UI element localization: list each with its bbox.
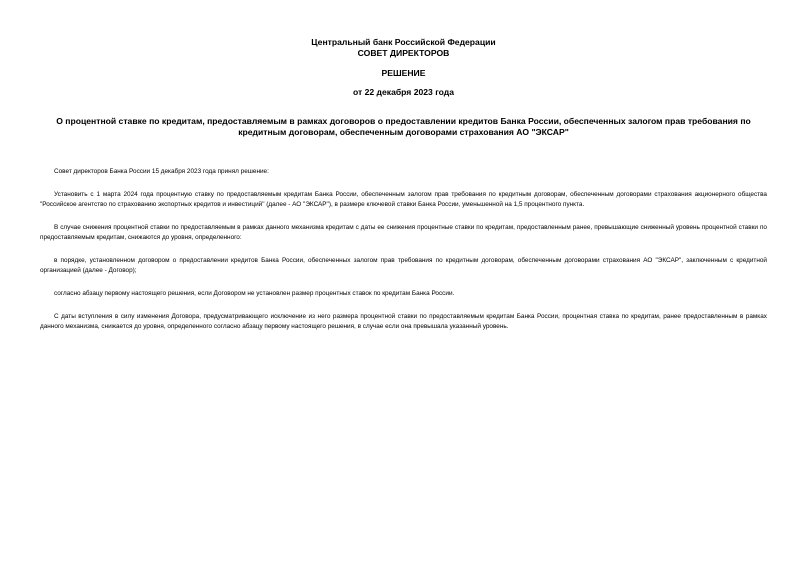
paragraph-rate: Установить с 1 марта 2024 года процентную ставку по предоставляемым кредитам Банка России, обеспеченным залогом прав требования по кредитным договорам, обеспеченным договорами страхования акционерного общества "Российское агентство по страхованию экспортных кредитов и инвестиций" (далее - АО "ЭКСАР"), в размере ключевой ставки Банка России, уменьшенной на 1,5 процентного пункта.: [40, 191, 767, 208]
paragraph-contract-order: в порядке, установленном договором о предоставлении кредитов Банка России, обеспеченных залогом прав требования по кредитным договорам, обеспеченным договорами страхования АО "ЭКСАР", заключенным с кредитной организацией (далее - Договор);: [40, 257, 767, 274]
issuer-name: Центральный банк Российской Федерации: [311, 37, 496, 47]
paragraph-reduction: В случае снижения процентной ставки по предоставляемым в рамках данного механизма кредитам с даты ее снижения процентные ставки по кредитам, предоставленным ранее, превышающие сниженный уровень процентной ставки по предоставляемым кредитам, снижаются до уровня, определенного:: [40, 224, 767, 241]
paragraph-contract-change: С даты вступления в силу изменения Договора, предусматривающего исключение из него размера процентной ставки по предоставляемым кредитам Банка России, процентная ставка по кредитам, ранее предоставленным в рамках данного механизма, снижается до уровня, определенного согласно абзацу первому настоящего решения, в случае если она превышала указанный уровень.: [40, 313, 767, 330]
paragraph-first-clause: согласно абзацу первому настоящего решения, если Договором не установлен размер процентных ставок по кредитам Банка России.: [54, 290, 455, 297]
document-date: от 22 декабря 2023 года: [352, 87, 455, 97]
paragraph-intro: Совет директоров Банка России 15 декабря 2023 года принял решение:: [54, 168, 269, 175]
document-body: [40, 167, 767, 345]
board-name: СОВЕТ ДИРЕКТОРОВ: [357, 48, 450, 58]
document-type: РЕШЕНИЕ: [381, 68, 426, 78]
document-title: О процентной ставке по кредитам, предоставляемым в рамках договоров о предоставлении кредитов Банка России, обеспеченных залогом прав требования по кредитным договорам, обеспеченным договорами страхования АО "ЭКСАР": [56, 116, 751, 137]
